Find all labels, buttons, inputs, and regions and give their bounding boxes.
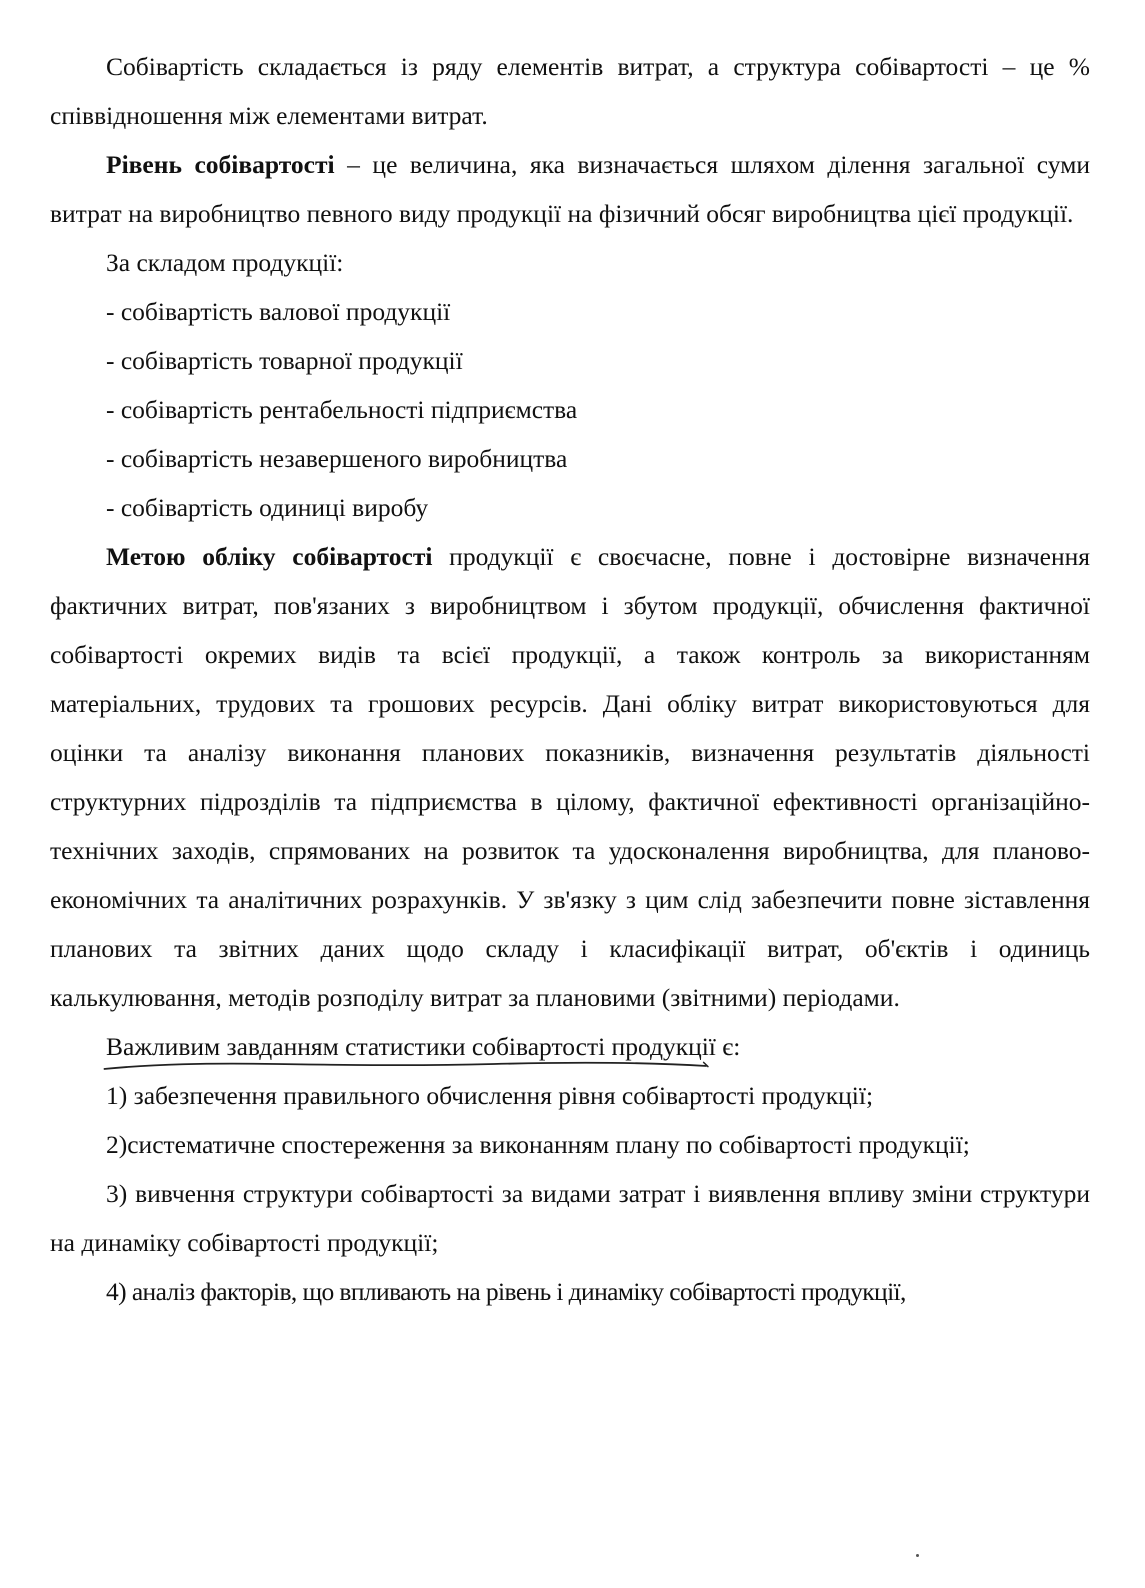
list-item: - собівартість незавершеного виробництва xyxy=(106,444,568,473)
list-item: - собівартість валової продукції xyxy=(106,297,451,326)
definition-accounting-goal: продукції є своєчасне, повне і достовірне визначення фактичних витрат, пов'язаних з виробництвом і збутом продукції, обчислення фактичної собівартості окремих видів та всієї продукції, а також контроль за використанням матеріальних, трудових та грошових ресурсів. Дані обліку витрат використовуються для оцінки та аналізу виконання планових показників, визначення результатів діяльності структурних підрозділів та підприємства в цілому, фактичної ефективності організаційно-технічних заходів, спрямованих на розвиток та удосконалення виробництва, для планово-економічних та аналітичних розрахунків. У зв'язку з цим слід забезпечити повне зіставлення планових та звітних даних щодо складу і класифікації витрат, об'єктів і одиниць калькулювання, методів розподілу витрат за плановими (звітними) періодами. xyxy=(50,542,1090,1012)
list-heading: За складом продукції: xyxy=(106,248,344,277)
document-page xyxy=(50,42,1090,1316)
task-item: 2)систематичне спостереження за виконанням плану по собівартості продукції; xyxy=(106,1130,970,1159)
paragraph-accounting-goal xyxy=(50,532,1090,1022)
underlined-phrase xyxy=(106,1022,716,1071)
list-item: - собівартість одиниці виробу xyxy=(106,493,429,522)
paragraph-cost-structure: Собівартість складається із ряду елементів витрат, а структура собівартості – це % співвідношення між елементами витрат. xyxy=(50,52,1090,130)
scan-speck xyxy=(916,1554,919,1557)
paragraph-cost-level xyxy=(50,140,1090,238)
tasks-heading-text: Важливим завданням статистики собівартості продукції xyxy=(106,1032,716,1061)
list-item: - собівартість товарної продукції xyxy=(106,346,463,375)
task-item: 4) аналіз факторів, що впливають на рівень і динаміку собівартості продукції, xyxy=(106,1277,906,1306)
tasks-heading xyxy=(50,1022,1090,1071)
list-item: - собівартість рентабельності підприємства xyxy=(106,395,578,424)
task-item: 3) вивчення структури собівартості за видами затрат і виявлення впливу зміни структури на динаміку собівартості продукції; xyxy=(50,1179,1090,1257)
definition-cost-level: – це величина, яка визначається шляхом ділення загальної суми витрат на виробництво певного виду продукції на фізичний обсяг виробництва цієї продукції. xyxy=(50,150,1090,228)
term-cost-level: Рівень собівартості xyxy=(106,150,335,179)
handwritten-underline xyxy=(102,1060,712,1074)
term-accounting-goal: Метою обліку собівартості xyxy=(106,542,433,571)
task-item: 1) забезпечення правильного обчислення рівня собівартості продукції; xyxy=(106,1081,874,1110)
tasks-heading-tail: є: xyxy=(715,1032,741,1061)
